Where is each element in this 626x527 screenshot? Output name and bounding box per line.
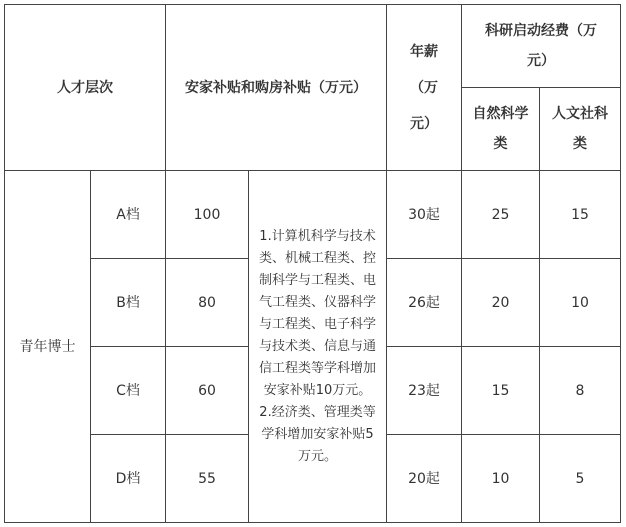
grade-cell: C档 [91,347,166,435]
subsidy-note-line2: 2.经济类、管理类等学科增加安家补贴5万元。 [259,404,376,464]
subsidy-cell: 60 [166,347,249,435]
natural-science-cell: 10 [462,435,540,523]
subsidy-cell: 55 [166,435,249,523]
header-row-1 [5,5,621,88]
natural-science-cell: 25 [462,171,540,259]
humanities-cell: 8 [540,347,621,435]
header-research-funding [462,5,621,88]
header-housing-subsidy: 安家补贴和购房补贴（万元） [166,5,387,171]
subsidy-note-line1: 1.计算机科学与技术类、机械工程类、控制科学与工程类、电气工程类、仪器科学与工程类、电子科学与技术类、信息与通信工程类等学科增加安家补贴10万元。 [258,228,376,398]
humanities-cell: 10 [540,259,621,347]
salary-cell: 30起 [387,171,462,259]
header-talent-level: 人才层次 [5,5,166,171]
header-annual-salary-text: 年薪（万元） [410,43,438,132]
subsidy-note-cell [249,171,387,523]
talent-subsidy-table [4,4,621,523]
subsidy-cell: 80 [166,259,249,347]
humanities-cell: 5 [540,435,621,523]
humanities-cell: 15 [540,171,621,259]
header-research-funding-text: 科研启动经费（万元） [485,23,597,69]
salary-cell: 26起 [387,259,462,347]
table-row [5,171,621,259]
header-humanities-social [540,88,621,171]
natural-science-cell: 15 [462,347,540,435]
grade-cell: B档 [91,259,166,347]
grade-cell: D档 [91,435,166,523]
header-natural-science-text: 自然科学类 [472,106,529,152]
natural-science-cell: 20 [462,259,540,347]
salary-cell: 23起 [387,347,462,435]
subsidy-cell: 100 [166,171,249,259]
header-humanities-social-text: 人文社科类 [552,106,608,152]
header-natural-science [462,88,540,171]
header-annual-salary [387,5,462,171]
category-cell: 青年博士 [5,171,91,523]
grade-cell: A档 [91,171,166,259]
salary-cell: 20起 [387,435,462,523]
